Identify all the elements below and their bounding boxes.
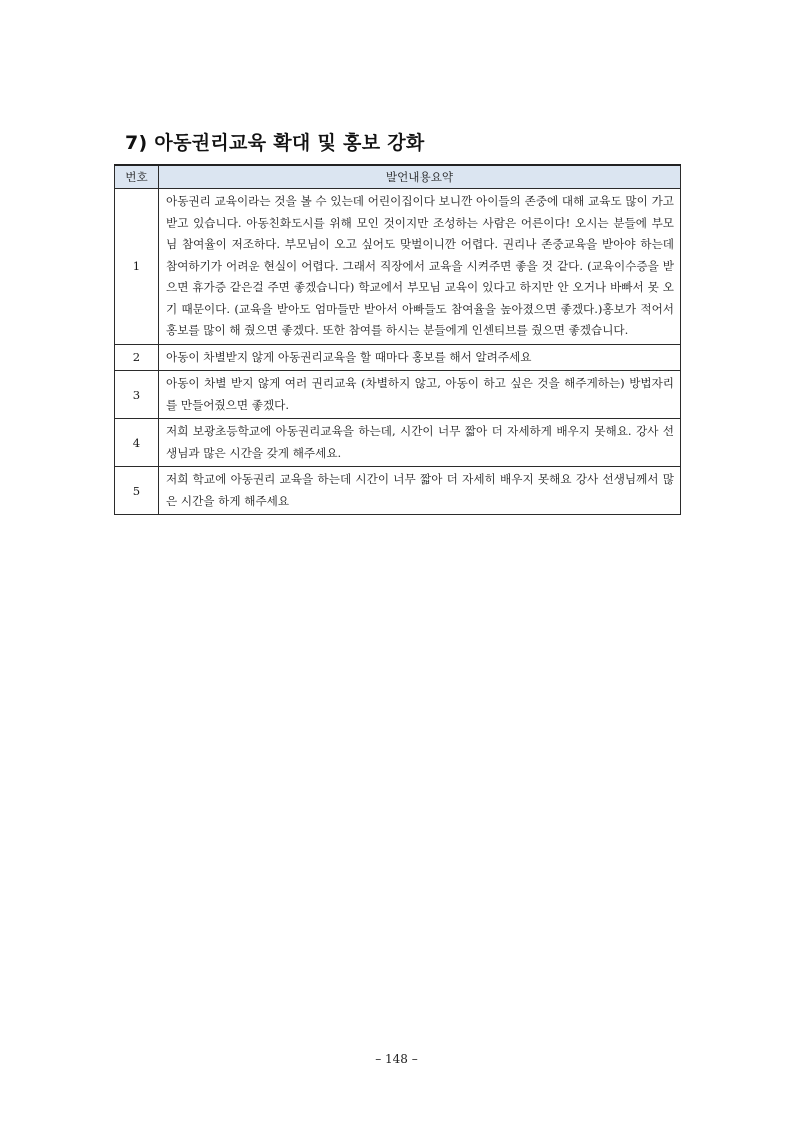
table-header-row — [115, 165, 681, 189]
row-summary: 아동이 차별 받지 않게 여러 권리교육 (차별하지 않고, 아동이 하고 싶은 것을 해주게하는) 방법자리를 만들어줬으면 좋겠다. — [159, 371, 681, 419]
header-summary: 발언내용요약 — [159, 165, 681, 189]
row-number: 1 — [115, 189, 159, 345]
row-number: 3 — [115, 371, 159, 419]
row-summary: 아동권리 교육이라는 것을 볼 수 있는데 어린이집이다 보니깐 아이들의 존중에 대해 교육도 많이 가고 받고 있습니다. 아동친화도시를 위해 모인 것이지만 조성하는 사람은 어른이다! 오시는 분들에 부모님 참여율이 저조하다. 부모님이 오고 싶어도 맞벌이니깐 어렵다. 권리나 존중교육을 받아야 하는데 참여하기가 어려운 현실이 어렵다. 그래서 직장에서 교육을 시켜주면 좋을 것 같다. (교육이수증을 받으면 휴가증 같은걸 주면 좋겠습니다) 학교에서 부모님 교육이 있다고 하지만 안 오거나 바빠서 못 오기 때문이다. (교육을 받아도 엄마들만 받아서 아빠들도 참여율을 높아졌으면 좋겠다.)홍보가 적어서 홍보를 많이 해 줬으면 좋겠다. 또한 참여를 하시는 분들에게 인센티브를 줬으면 좋겠습니다. — [159, 189, 681, 345]
row-summary: 저희 학교에 아동권리 교육을 하는데 시간이 너무 짧아 더 자세히 배우지 못해요 강사 선생님께서 많은 시간을 하게 해주세요 — [159, 467, 681, 515]
row-number: 2 — [115, 344, 159, 371]
page-number: – 148 – — [375, 1052, 418, 1066]
table-row — [115, 344, 681, 371]
section-title: 7) 아동권리교육 확대 및 홍보 강화 — [125, 132, 425, 154]
row-summary: 저희 보광초등학교에 아동권리교육을 하는데, 시간이 너무 짧아 더 자세하게 배우지 못해요. 강사 선생님과 많은 시간을 갖게 해주세요. — [159, 419, 681, 467]
table-row — [115, 419, 681, 467]
row-number: 5 — [115, 467, 159, 515]
table-row — [115, 467, 681, 515]
header-number: 번호 — [115, 165, 159, 189]
statement-summary-table — [114, 164, 681, 515]
table-row — [115, 371, 681, 419]
table-row — [115, 189, 681, 345]
row-number: 4 — [115, 419, 159, 467]
row-summary: 아동이 차별받지 않게 아동권리교육을 할 때마다 홍보를 해서 알려주세요 — [159, 344, 681, 371]
